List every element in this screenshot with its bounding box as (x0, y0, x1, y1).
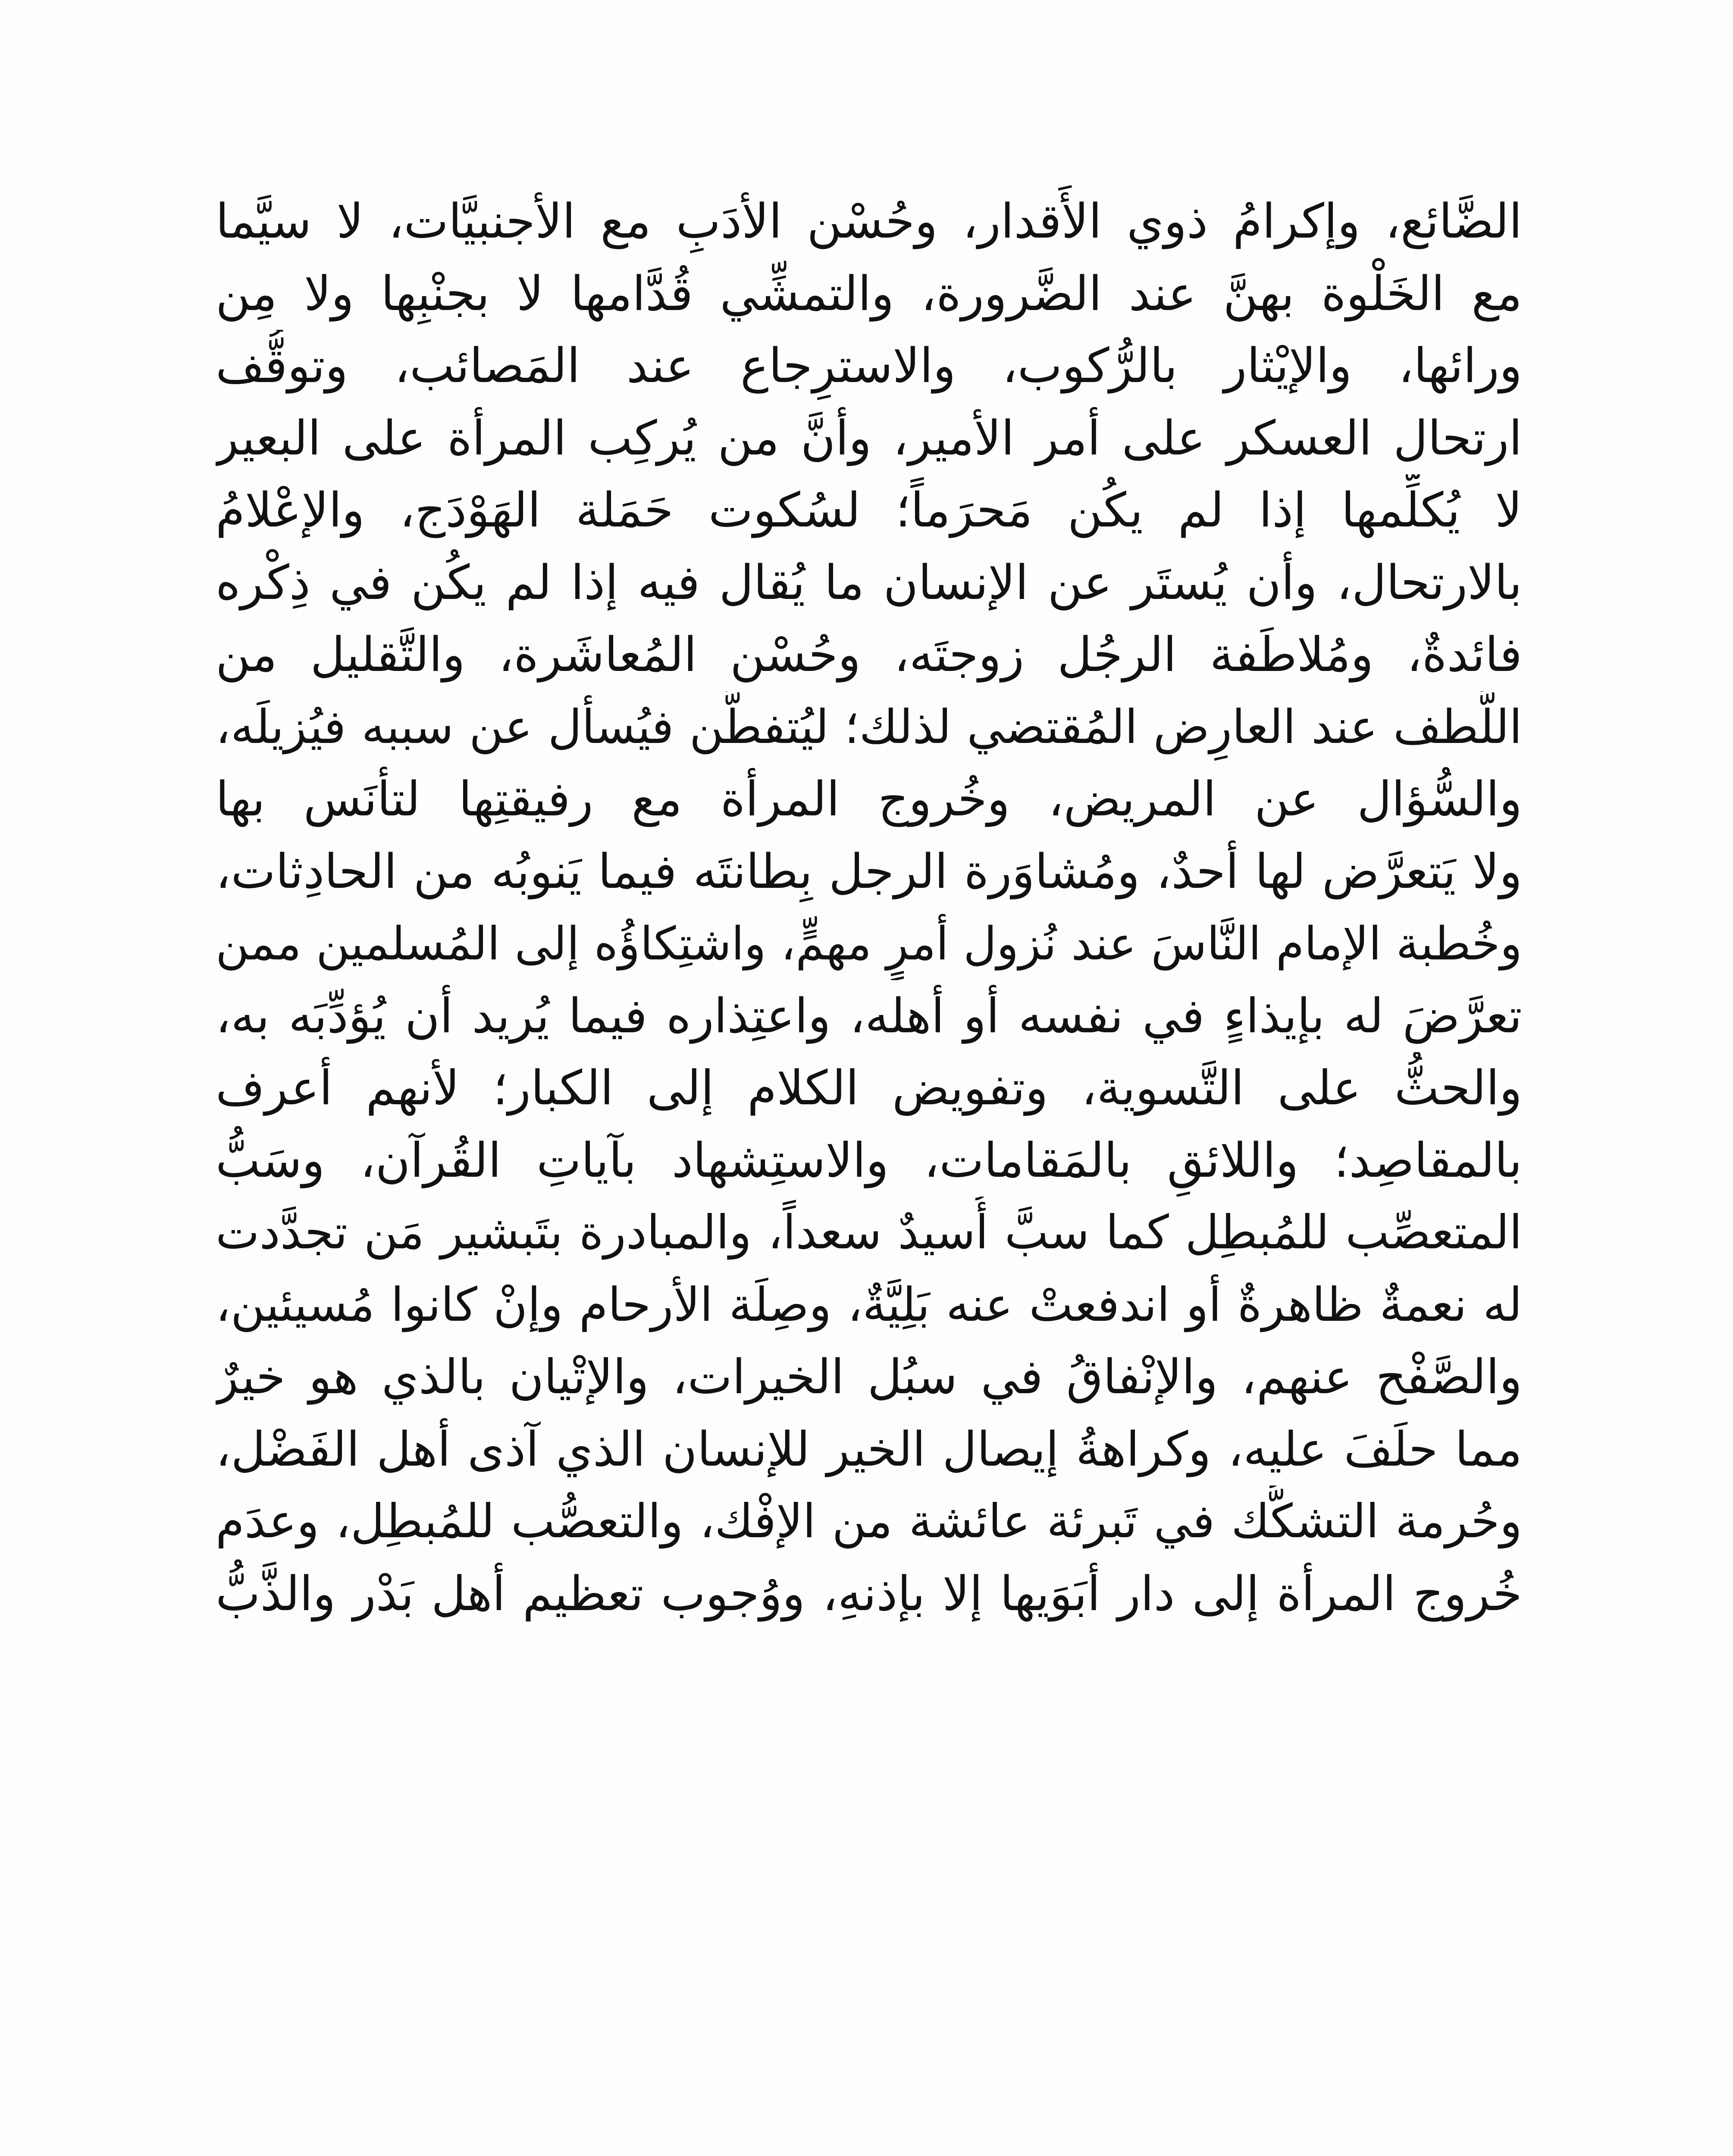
text-line: الضَّائع، وإكرامُ ذوي الأَقدار، وحُسْن الأدَبِ مع الأجنبيَّات، لا سيَّما (216, 194, 1522, 249)
text-line: والسُّؤال عن المريض، وخُروج المرأة مع رفيقتِها لتأنَس بها (216, 771, 1522, 827)
text-line: بالارتحال، وأن يُستَر عن الإنسان ما يُقال فيه إذا لم يكُن في ذِكْره (216, 555, 1522, 610)
text-line: والحثُّ على التَّسوية، وتفويض الكلام إلى الكبار؛ لأنهم أعرف (216, 1060, 1522, 1116)
text-line: تعرَّضَ له بإيذاءٍ في نفسه أو أهله، واعتِذاره فيما يُريد أن يُؤدِّبَه به، (216, 988, 1522, 1044)
text-line: خُروج المرأة إلى دار أبَوَيها إلا بإذنهِ، ووُجوب تعظيم أهل بَدْر والذَّبُّ (216, 1566, 1522, 1621)
text-line: المتعصِّب للمُبطِل كما سبَّ أُسيدٌ سعداً، والمبادرة بتَبشير مَن تجدَّدت (216, 1206, 1522, 1260)
text-line: ورائها، والإيْثار بالرُّكوب، والاسترِجاع عند المَصائب، وتوقُّف (216, 338, 1522, 393)
text-line: مع الخَلْوة بهنَّ عند الضَّرورة، والتمشِّي قُدَّامها لا بجنْبِها ولا مِن (216, 266, 1522, 321)
text-line: لا يُكلِّمها إذا لم يكُن مَحرَماً؛ لسُكوت حَمَلة الهَوْدَج، والإعْلامُ (216, 483, 1522, 538)
text-line: بالمقاصِد؛ واللائقِ بالمَقامات، والاستِشهاد بآياتِ القُرآن، وسَبُّ (216, 1132, 1522, 1188)
text-line: ارتحال العسكر على أمر الأمير، وأنَّ من يُركِب المرأة على البعير (216, 410, 1522, 466)
text-line: اللُّطف عند العارِض المُقتضي لذلك؛ ليُتفطَّن فيُسأل عن سببه فيُزيلَه، (216, 700, 1522, 754)
text-line: له نعمةٌ ظاهرةٌ أو اندفعتْ عنه بَلِيَّةٌ، وصِلَة الأرحام وإنْ كانوا مُسيئين، (216, 1278, 1522, 1332)
text-line: وخُطبة الإمام النَّاسَ عند نُزول أمرٍ مهمٍّ، واشتِكاؤُه إلى المُسلمين ممن (216, 917, 1522, 970)
text-line: فائدةٌ، ومُلاطَفة الرجُل زوجتَه، وحُسْن المُعاشَرة، والتَّقليل من (216, 627, 1522, 682)
text-line: مما حلَفَ عليه، وكراهةُ إيصال الخير للإنسان الذي آذى أهل الفَضْل، (216, 1421, 1522, 1477)
text-line: وحُرمة التشكُّك في تَبرئة عائشة من الإفْك، والتعصُّب للمُبطِل، وعدَم (216, 1495, 1522, 1548)
body-text (216, 185, 1522, 1630)
text-line: ولا يَتعرَّض لها أحدٌ، ومُشاوَرة الرجل بِطانتَه فيما يَنوبُه من الحادِثات، (216, 843, 1522, 899)
text-line: والصَّفْح عنهم، والإنْفاقُ في سبُل الخيرات، والإتْيان بالذي هو خيرٌ (216, 1349, 1522, 1404)
